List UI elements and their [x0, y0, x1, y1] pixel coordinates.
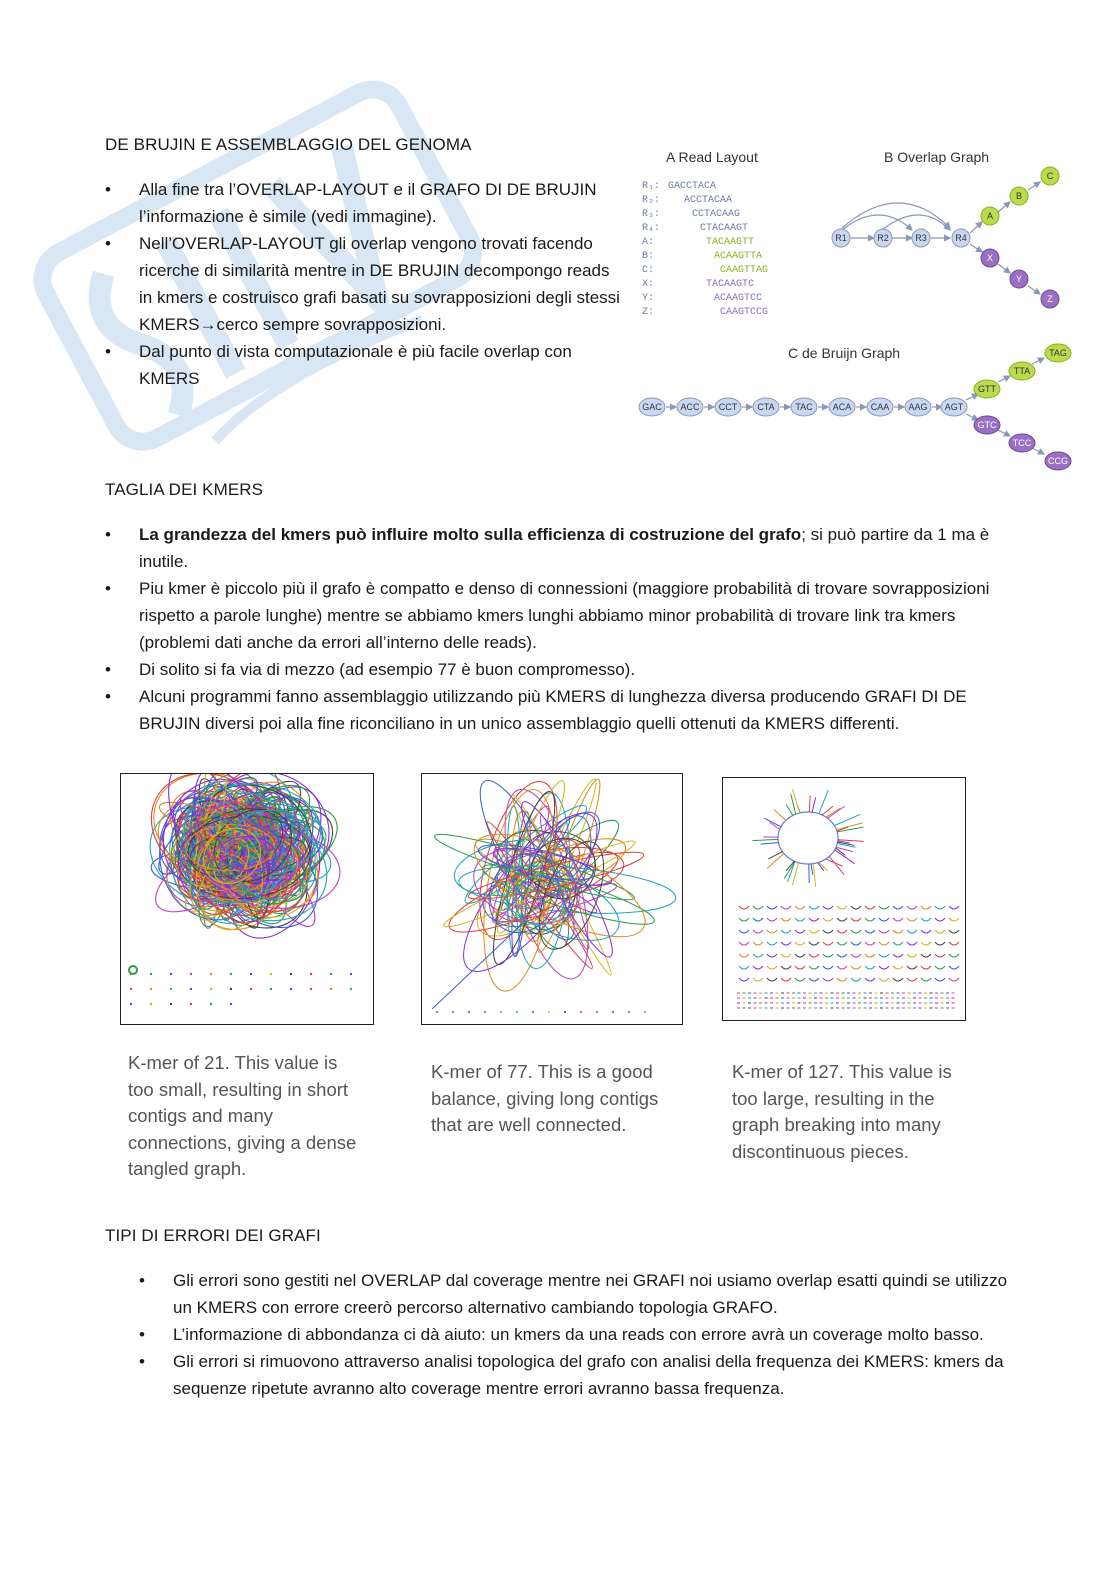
- graph-stroke: [851, 918, 861, 921]
- caption-kmer21: K-mer of 21. This value is too small, resulting in short contigs and many connections, giving a dense tangled graph.: [128, 1052, 357, 1179]
- overlap-node-label: A: [986, 211, 994, 221]
- graph-stroke: [879, 978, 889, 981]
- graph-stroke: [836, 847, 853, 851]
- graph-stroke: [774, 810, 786, 821]
- graph-stroke: [935, 930, 945, 933]
- read-label: R₃:: [642, 209, 661, 220]
- graph-stroke: [190, 988, 192, 990]
- read-label: A:: [642, 237, 655, 248]
- graph-stroke: [210, 988, 212, 990]
- read-seq: TACAAGTT: [706, 237, 755, 248]
- graph-stroke: [865, 918, 875, 921]
- list-item: • Alla fine tra l’OVERLAP-LAYOUT e il GRAFO DI DE BRUJIN l’informazione è simile (vedi immagine).: [105, 176, 625, 230]
- debruijn-node-label: CTA: [757, 402, 775, 412]
- read-label: R₁:: [642, 181, 661, 192]
- graph-stroke: [250, 973, 252, 975]
- graph-stroke: [893, 978, 903, 981]
- graph-stroke: [781, 954, 791, 957]
- graph-stroke: [781, 978, 791, 981]
- graph-stroke: [823, 978, 833, 981]
- graph-stroke: [893, 906, 903, 909]
- graph-stroke: [795, 906, 805, 909]
- graph-stroke: [809, 930, 819, 933]
- graph-stroke: [935, 942, 945, 945]
- graph-stroke: [767, 954, 777, 957]
- graph-stroke: [767, 966, 777, 969]
- graph-stroke: [907, 930, 917, 933]
- graph-stroke: [628, 1011, 630, 1013]
- list-item: • Nell’OVERLAP-LAYOUT gli overlap vengono trovati facendo ricerche di similarità mentre in DE BRUJIN decompongo reads in kmers e costruisco grafi basati su sovrapposizioni degli stessi KMERS→cerco sempre sovrapposizioni.: [105, 230, 625, 338]
- graph-stroke: [350, 973, 352, 975]
- read-seq: CAAGTTAG: [720, 265, 769, 276]
- graph-stroke: [739, 954, 749, 957]
- overlap-node-label: Y: [1015, 274, 1023, 284]
- graph-stroke: [753, 966, 763, 969]
- graph-stroke: [907, 966, 917, 969]
- graph-stroke: [767, 930, 777, 933]
- graph-stroke: [949, 966, 959, 969]
- graph-stroke: [921, 930, 931, 933]
- graph-stroke: [767, 942, 777, 945]
- section3-bullets: [139, 1267, 1019, 1402]
- graph-stroke: [813, 864, 815, 887]
- graph-stroke: [921, 954, 931, 957]
- panel-a-title: A Read Layout: [666, 149, 758, 165]
- graph-stroke: [130, 1003, 132, 1005]
- graph-stroke: [935, 966, 945, 969]
- graph-stroke: [921, 918, 931, 921]
- graph-stroke: [865, 954, 875, 957]
- graph-stroke: [851, 906, 861, 909]
- graph-stroke: [809, 942, 819, 945]
- section1-bullets: [105, 176, 625, 392]
- graph-stroke: [150, 988, 152, 990]
- graph-stroke: [921, 906, 931, 909]
- graph-stroke: [921, 978, 931, 981]
- graph-stroke: [739, 918, 749, 921]
- graph-stroke: [826, 859, 843, 866]
- read-label: R₄:: [642, 223, 661, 234]
- graph-stroke: [823, 954, 833, 957]
- graph-stroke: [612, 1011, 614, 1013]
- graph-stroke: [596, 1011, 598, 1013]
- graph-stroke: [823, 942, 833, 945]
- graph-stroke: [837, 918, 847, 921]
- overlap-node-label: R2: [877, 233, 889, 243]
- read-label: Z:: [642, 307, 655, 318]
- graph-stroke: [823, 918, 833, 921]
- graph-stroke: [879, 906, 889, 909]
- graph-stroke: [330, 973, 332, 975]
- debruijn-node-label: TCC: [1012, 438, 1032, 448]
- debruijn-node-label: AGT: [944, 402, 964, 412]
- graph-stroke: [761, 843, 779, 844]
- graph-stroke: [532, 1011, 534, 1013]
- graph-stroke: [893, 918, 903, 921]
- section2-bullets: [105, 521, 1015, 737]
- assembly-figure: [630, 138, 1080, 478]
- graph-stroke: [879, 930, 889, 933]
- graph-stroke: [793, 789, 800, 813]
- graph-stroke: [851, 954, 861, 957]
- graph-stroke: [879, 954, 889, 957]
- debruijn-node-label: CCT: [718, 402, 738, 412]
- arrow-right-icon: →: [199, 315, 217, 334]
- graph-stroke: [753, 930, 763, 933]
- overlap-node-label: Z: [1047, 294, 1053, 304]
- graph-stroke: [580, 1011, 582, 1013]
- graph-stroke: [809, 918, 819, 921]
- graph-stroke: [819, 790, 828, 814]
- graph-stroke: [865, 978, 875, 981]
- graph-stroke: [837, 930, 847, 933]
- overlap-node-label: X: [986, 253, 994, 263]
- graph-stroke: [809, 796, 810, 812]
- graph-stroke: [949, 918, 959, 921]
- kmer21-graph-image: [120, 773, 374, 1025]
- graph-stroke: [834, 814, 860, 825]
- graph-stroke: [949, 978, 959, 981]
- kmer127-graph-image: [722, 777, 966, 1021]
- graph-stroke: [865, 930, 875, 933]
- graph-stroke: [739, 966, 749, 969]
- graph-stroke: [150, 1003, 152, 1005]
- graph-stroke: [879, 942, 889, 945]
- graph-stroke: [781, 942, 791, 945]
- graph-stroke: [879, 966, 889, 969]
- graph-stroke: [811, 864, 813, 875]
- graph-stroke: [809, 966, 819, 969]
- graph-stroke: [823, 966, 833, 969]
- graph-stroke: [893, 942, 903, 945]
- read-label: Y:: [642, 293, 655, 304]
- graph-stroke: [781, 918, 791, 921]
- debruijn-node-label: GTT: [978, 384, 996, 394]
- graph-stroke: [795, 966, 805, 969]
- graph-stroke: [893, 966, 903, 969]
- graph-stroke: [907, 978, 917, 981]
- overlap-node-label: R1: [835, 233, 847, 243]
- graph-stroke: [739, 978, 749, 981]
- graph-stroke: [781, 906, 791, 909]
- read-seq: ACAAGTTA: [714, 251, 763, 262]
- graph-stroke: [270, 973, 272, 975]
- graph-stroke: [781, 966, 791, 969]
- graph-stroke: [767, 978, 777, 981]
- graph-stroke: [548, 1011, 550, 1013]
- graph-stroke: [170, 973, 172, 975]
- list-item: • Gli errori sono gestiti nel OVERLAP dal coverage mentre nei GRAFI noi usiamo overlap esatti quindi se utilizzo un KMERS con errore creerò percorso alternativo cambiando topologia GRAFO.: [139, 1267, 1019, 1321]
- graph-stroke: [764, 818, 781, 827]
- debruijn-node-label: AAG: [908, 402, 928, 412]
- graph-stroke: [230, 1003, 232, 1005]
- graph-stroke: [753, 954, 763, 957]
- graph-stroke: [210, 973, 212, 975]
- read-label: B:: [642, 251, 655, 262]
- graph-stroke: [837, 978, 847, 981]
- read-seq: GACCTACA: [668, 181, 717, 192]
- graph-stroke: [812, 797, 815, 812]
- graph-stroke: [230, 973, 232, 975]
- overlap-node-label: R4: [955, 233, 967, 243]
- graph-stroke: [935, 906, 945, 909]
- read-seq: ACAAGTCC: [714, 293, 763, 304]
- graph-stroke: [935, 954, 945, 957]
- panel-c-title: C de Bruijn Graph: [788, 345, 901, 361]
- debruijn-node-label: GAC: [642, 402, 662, 412]
- panel-b-title: B Overlap Graph: [884, 149, 990, 165]
- graph-stroke: [753, 918, 763, 921]
- caption-kmer127: K-mer of 127. This value is too large, resulting in the graph breaking into many discontinuous pieces.: [732, 1061, 952, 1162]
- graph-stroke: [270, 988, 272, 990]
- graph-stroke: [893, 954, 903, 957]
- graph-stroke: [150, 973, 152, 975]
- read-seq: CCTACAAG: [692, 209, 741, 220]
- graph-stroke: [753, 906, 763, 909]
- graph-stroke: [795, 942, 805, 945]
- graph-stroke: [781, 930, 791, 933]
- section-title-taglia: TAGLIA DEI KMERS: [105, 480, 264, 499]
- graph-stroke: [752, 839, 778, 840]
- graph-stroke: [484, 1011, 486, 1013]
- graph-stroke: [851, 930, 861, 933]
- graph-stroke: [170, 1003, 172, 1005]
- read-label: X:: [642, 279, 655, 290]
- graph-stroke: [210, 1003, 212, 1005]
- list-item: • Alcuni programmi fanno assemblaggio utilizzando più KMERS di lunghezza diversa producendo GRAFI DI DE BRUJIN diversi poi alla fine riconciliano in un unico assemblaggio quelli ottenuti da KMERS differenti.: [105, 683, 1015, 737]
- graph-stroke: [879, 918, 889, 921]
- graph-stroke: [921, 942, 931, 945]
- graph-stroke: [865, 906, 875, 909]
- overlap-node-label: R3: [915, 233, 927, 243]
- graph-stroke: [795, 954, 805, 957]
- section-title-de-brujin: DE BRUJIN E ASSEMBLAGGIO DEL GENOMA: [105, 135, 472, 154]
- graph-stroke: [644, 1011, 646, 1013]
- graph-stroke: [809, 906, 819, 909]
- graph-stroke: [809, 978, 819, 981]
- graph-stroke: [823, 906, 833, 909]
- graph-stroke: [851, 966, 861, 969]
- graph-stroke: [865, 942, 875, 945]
- graph-stroke: [190, 973, 192, 975]
- graph-stroke: [564, 1011, 566, 1013]
- debruijn-node-label: CCG: [1048, 456, 1068, 466]
- read-seq: TACAAGTC: [706, 279, 755, 290]
- read-label: R₂:: [642, 195, 661, 206]
- graph-stroke: [935, 978, 945, 981]
- graph-stroke: [907, 942, 917, 945]
- read-layout: [642, 181, 768, 318]
- graph-stroke: [823, 930, 833, 933]
- kmer77-graph-image: [421, 773, 683, 1025]
- graph-stroke: [809, 954, 819, 957]
- graph-stroke: [851, 978, 861, 981]
- overlap-node-label: B: [1015, 191, 1023, 201]
- debruijn-node-label: TAG: [1049, 348, 1067, 358]
- graph-stroke: [350, 988, 352, 990]
- graph-stroke: [310, 988, 312, 990]
- graph-stroke: [753, 978, 763, 981]
- read-seq: CTACAAGT: [700, 223, 749, 234]
- graph-stroke: [836, 823, 862, 830]
- read-seq: ACCTACAA: [684, 195, 733, 206]
- graph-stroke: [865, 966, 875, 969]
- graph-stroke: [516, 1011, 518, 1013]
- list-item: • La grandezza del kmers può influire molto sulla efficienza di costruzione del grafo; si può partire da 1 ma è inutile.: [105, 521, 1015, 575]
- graph-stroke: [130, 988, 132, 990]
- graph-stroke: [949, 954, 959, 957]
- graph-stroke: [795, 930, 805, 933]
- graph-stroke: [739, 942, 749, 945]
- graph-stroke: [330, 988, 332, 990]
- graph-stroke: [795, 978, 805, 981]
- graph-stroke: [767, 906, 777, 909]
- graph-stroke: [436, 1011, 438, 1013]
- debruijn-node-label: TTA: [1013, 366, 1031, 376]
- graph-stroke: [949, 906, 959, 909]
- caption-kmer77: K-mer of 77. This is a good balance, giving long contigs that are well connected.: [431, 1061, 659, 1135]
- graph-stroke: [129, 966, 137, 974]
- graph-stroke: [851, 942, 861, 945]
- debruijn-node-label: ACC: [680, 402, 700, 412]
- graph-stroke: [795, 918, 805, 921]
- graph-stroke: [949, 930, 959, 933]
- graph-stroke: [837, 954, 847, 957]
- debruijn-node-label: ACA: [832, 402, 852, 412]
- list-item: • Gli errori si rimuovono attraverso analisi topologica del grafo con analisi della frequenza dei KMERS: kmers da sequenze ripetute avranno alto coverage mentre errori avranno bassa frequenza.: [139, 1348, 1019, 1402]
- graph-stroke: [290, 988, 292, 990]
- graph-stroke: [837, 942, 847, 945]
- read-seq: CAAGTCCG: [720, 307, 769, 318]
- graph-stroke: [907, 954, 917, 957]
- graph-stroke: [739, 906, 749, 909]
- debruijn-node-label: GTC: [977, 420, 997, 430]
- graph-stroke: [893, 930, 903, 933]
- graph-stroke: [468, 1011, 470, 1013]
- list-item: • Piu kmer è piccolo più il grafo è compatto e denso di connessioni (maggiore probabilità di trovare sovrapposizioni rispetto a parole lunghe) mentre se abbiamo kmers lunghi abbiamo minor probabilità di trovare link tra kmers (problemi dati anche da errori all’interno delle reads).: [105, 575, 1015, 656]
- graph-stroke: [739, 930, 749, 933]
- list-item: • L’informazione di abbondanza ci dà aiuto: un kmers da una reads con errore avrà un coverage molto basso.: [139, 1321, 1019, 1348]
- graph-stroke: [290, 973, 292, 975]
- graph-stroke: [949, 942, 959, 945]
- graph-stroke: [452, 1011, 454, 1013]
- graph-stroke: [250, 988, 252, 990]
- graph-stroke: [432, 924, 522, 1009]
- graph-stroke: [907, 906, 917, 909]
- overlap-node-label: C: [1046, 171, 1054, 181]
- graph-stroke: [778, 812, 838, 864]
- graph-stroke: [768, 852, 782, 859]
- graph-stroke: [835, 850, 855, 864]
- graph-stroke: [170, 988, 172, 990]
- list-item: • Di solito si fa via di mezzo (ad esempio 77 è buon compromesso).: [105, 656, 1015, 683]
- graph-stroke: [500, 1011, 502, 1013]
- graph-stroke: [786, 805, 793, 816]
- graph-stroke: [753, 942, 763, 945]
- section-title-errori: TIPI DI ERRORI DEI GRAFI: [105, 1226, 321, 1245]
- graph-stroke: [837, 906, 847, 909]
- graph-stroke: [921, 966, 931, 969]
- graph-stroke: [907, 918, 917, 921]
- list-item: • Dal punto di vista computazionale è più facile overlap con KMERS: [105, 338, 625, 392]
- read-label: C:: [642, 265, 655, 276]
- graph-stroke: [837, 966, 847, 969]
- graph-stroke: [230, 988, 232, 990]
- graph-stroke: [190, 1003, 192, 1005]
- debruijn-node-label: TAC: [795, 402, 813, 412]
- graph-stroke: [767, 918, 777, 921]
- debruijn-node-label: CAA: [870, 402, 890, 412]
- graph-stroke: [310, 973, 312, 975]
- graph-stroke: [935, 918, 945, 921]
